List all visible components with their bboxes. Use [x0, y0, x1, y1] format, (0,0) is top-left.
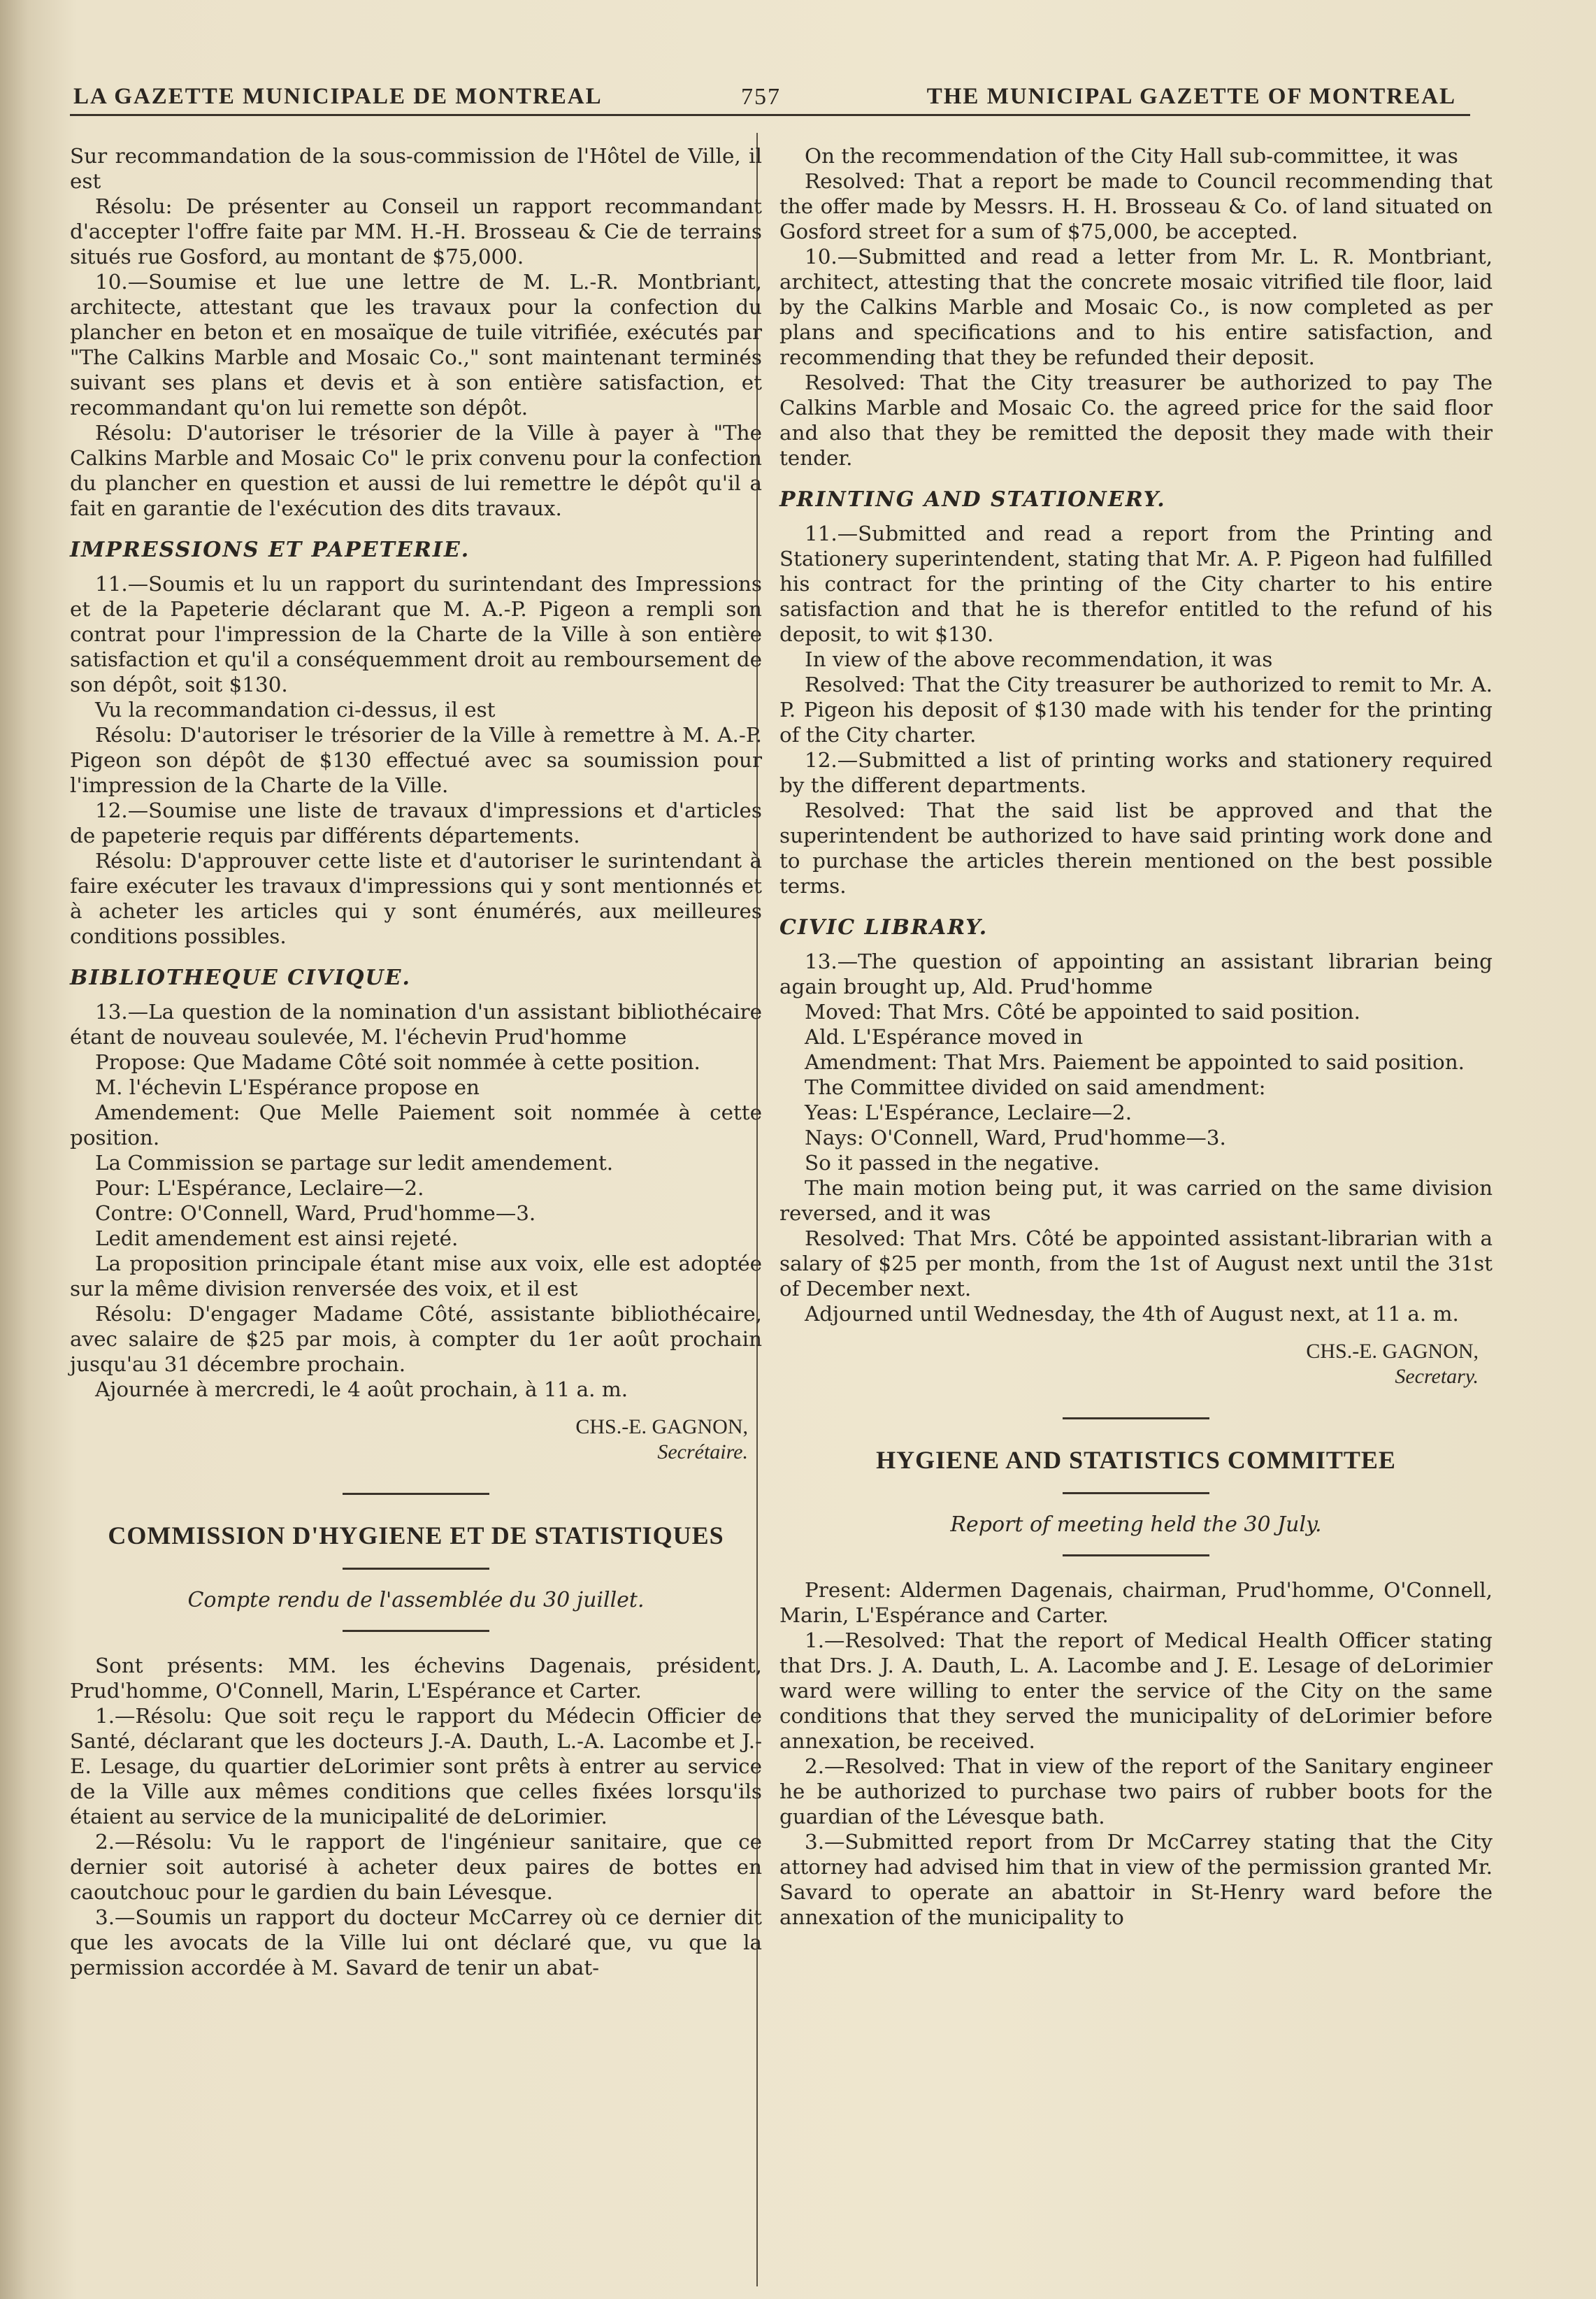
- section-heading-impressions: IMPRESSIONS ET PAPETERIE.: [70, 538, 470, 562]
- signature-block: [70, 1415, 748, 1465]
- header-english-title: THE MUNICIPAL GAZETTE OF MONTREAL: [926, 84, 1456, 109]
- paragraph: Yeas: L'Espérance, Leclaire—2.: [805, 1101, 1133, 1124]
- section-heading-bibliotheque: BIBLIOTHEQUE CIVIQUE.: [70, 966, 411, 990]
- subtitle-rule: [343, 1630, 489, 1632]
- page-number: 757: [741, 84, 781, 110]
- english-block-b: [779, 521, 1493, 898]
- signature-name: CHS.-E. GAGNON,: [1306, 1340, 1479, 1363]
- paragraph: Résolu: D'autoriser le trésorier de la Ville à payer à "The Calkins Marble and Mosaic Co" le prix convenu pour la confection du plancher en question et aussi de lui remettre le dépôt qu'il a fait en garantie de l'exécution des dits travaux.: [70, 421, 762, 520]
- committee-subtitle: Compte rendu de l'assemblée du 30 juillet.: [187, 1588, 645, 1612]
- english-block-d: [779, 1577, 1493, 1930]
- paragraph: Nays: O'Connell, Ward, Prud'homme—3.: [805, 1126, 1226, 1150]
- paragraph: 3.—Soumis un rapport du docteur McCarrey où ce dernier dit que les avocats de la Ville lui ont déclaré que, vu que la permission accordée à M. Savard de tenir un abat-: [70, 1905, 762, 1979]
- paragraph: 3.—Submitted report from Dr McCarrey stating that the City attorney had advised him that in view of the permission granted Mr. Savard to operate an abattoir in St-Henry ward before the annexation of the municipality to: [779, 1830, 1493, 1929]
- paragraph: Sur recommandation de la sous-commission de l'Hôtel de Ville, il est: [70, 144, 762, 193]
- signature-role: Secretary.: [1395, 1365, 1479, 1388]
- paragraph: 13.—La question de la nomination d'un assistant bibliothécaire étant de nouveau soulevée, M. l'échevin Prud'homme: [70, 1000, 762, 1049]
- french-block-d: [70, 1653, 762, 1980]
- paragraph: Present: Aldermen Dagenais, chairman, Prud'homme, O'Connell, Marin, L'Espérance and Carter.: [779, 1578, 1493, 1627]
- paragraph: The main motion being put, it was carried on the same division reversed, and it was: [779, 1176, 1493, 1225]
- paragraph: 1.—Résolu: Que soit reçu le rapport du Médecin Officier de Santé, déclarant que les docteurs J.-A. Dauth, L.-A. Lacombe et J.-E. Lesage, du quartier deLorimier sont prêts à entrer au service de la Ville aux mêmes conditions que celles fixées lorsqu'ils étaient au service de la municipalité de deLorimier.: [70, 1704, 762, 1828]
- paragraph: La proposition principale étant mise aux voix, elle est adoptée sur la même division renversée des voix, et il est: [70, 1252, 762, 1301]
- paragraph: Vu la recommandation ci-dessus, il est: [95, 698, 496, 722]
- committee-subtitle: Report of meeting held the 30 July.: [950, 1512, 1322, 1537]
- paragraph: Résolu: D'engager Madame Côté, assistante bibliothécaire, avec salaire de $25 par mois, à compter du 1er août prochain jusqu'au 31 décembre prochain.: [70, 1302, 762, 1376]
- signature-role: Secrétaire.: [657, 1440, 748, 1463]
- signature-name: CHS.-E. GAGNON,: [575, 1415, 748, 1438]
- section-heading-printing: PRINTING AND STATIONERY.: [779, 487, 1166, 512]
- paragraph: 12.—Submitted a list of printing works and stationery required by the different departments.: [779, 748, 1493, 797]
- paragraph: 10.—Submitted and read a letter from Mr. L. R. Montbriant, architect, attesting that the concrete mosaic vitrified tile floor, laid by the Calkins Marble and Mosaic Co., is now completed as per plans and specifications and to his entire satisfaction, and recommending that they be refunded their deposit.: [779, 245, 1493, 369]
- header-rule: [70, 114, 1470, 116]
- paragraph: Resolved: That the City treasurer be authorized to remit to Mr. A. P. Pigeon his deposit of $130 made with his tender for the printing of the City charter.: [779, 673, 1493, 747]
- paragraph: Resolved: That the said list be approved and that the superintendent be authorized to have said printing work done and to purchase the articles therein mentioned on the best possible terms.: [779, 798, 1493, 898]
- paragraph: Ald. L'Espérance moved in: [805, 1025, 1084, 1049]
- paragraph: 12.—Soumise une liste de travaux d'impressions et d'articles de papeterie requis par différents départements.: [70, 798, 762, 847]
- section-rule: [343, 1493, 489, 1495]
- paragraph: Sont présents: MM. les échevins Dagenais, président, Prud'homme, O'Connell, Marin, L'Espérance et Carter.: [70, 1654, 762, 1703]
- paragraph: Résolu: D'approuver cette liste et d'autoriser le surintendant à faire exécuter les travaux d'impressions qui y sont mentionnés et à acheter les articles qui y sont énumérés, aux meilleures conditions possibles.: [70, 849, 762, 948]
- paragraph: 10.—Soumise et lue une lettre de M. L.-R. Montbriant, architecte, attestant que les travaux pour la confection du plancher en beton et en mosaïque de tuile vitrifiée, exécutés par "The Calkins Marble and Mosaic Co.," sont maintenant terminés suivant ses plans et devis et à son entière satisfaction, et recommandant qu'on lui remette son dépôt.: [70, 270, 762, 420]
- paragraph: Ajournée à mercredi, le 4 août prochain, à 11 a. m.: [95, 1377, 628, 1401]
- french-block-a: [70, 143, 762, 521]
- french-block-c: [70, 999, 762, 1402]
- paragraph: 11.—Submitted and read a report from the Printing and Stationery superintendent, stating that Mr. A. P. Pigeon had fulfilled his contract for the printing of the City charter to his entire satisfaction and that he is therefor entitled to the refund of his deposit, to wit $130.: [779, 522, 1493, 646]
- section-heading-library: CIVIC LIBRARY.: [779, 915, 988, 940]
- english-column: [779, 143, 1493, 1930]
- paragraph: Contre: O'Connell, Ward, Prud'homme—3.: [95, 1201, 536, 1225]
- committee-title: HYGIENE AND STATISTICS COMMITTEE: [876, 1446, 1396, 1474]
- paragraph: 2.—Resolved: That in view of the report of the Sanitary engineer he be authorized to purchase two pairs of rubber boots for the guardian of the Lévesque bath.: [779, 1754, 1493, 1828]
- paragraph: M. l'échevin L'Espérance propose en: [95, 1075, 480, 1099]
- paragraph: So it passed in the negative.: [805, 1151, 1100, 1175]
- paragraph: La Commission se partage sur ledit amendement.: [95, 1151, 614, 1175]
- paragraph: On the recommendation of the City Hall sub-committee, it was: [805, 144, 1458, 168]
- english-block-a: [779, 143, 1493, 471]
- section-rule: [1063, 1417, 1209, 1419]
- paragraph: Résolu: D'autoriser le trésorier de la Ville à remettre à M. A.-P. Pigeon son dépôt de $130 effectué avec sa soumission pour l'impression de la Charte de la Ville.: [70, 723, 762, 797]
- header-french-title: LA GAZETTE MUNICIPALE DE MONTREAL: [73, 84, 603, 109]
- paragraph: 13.—The question of appointing an assistant librarian being again brought up, Ald. Prud'homme: [779, 950, 1493, 998]
- paragraph: Ledit amendement est ainsi rejeté.: [95, 1226, 459, 1250]
- french-block-b: [70, 571, 762, 949]
- signature-block: [779, 1339, 1479, 1389]
- english-block-c: [779, 949, 1493, 1326]
- title-rule: [343, 1568, 489, 1570]
- committee-title: COMMISSION D'HYGIENE ET DE STATISTIQUES: [108, 1521, 724, 1549]
- paragraph: Pour: L'Espérance, Leclaire—2.: [95, 1176, 424, 1200]
- paragraph: 1.—Resolved: That the report of Medical Health Officer stating that Drs. J. A. Dauth, L. A. Lacombe and J. E. Lesage of deLorimier ward were willing to enter the service of the City on the same conditions that they served the municipality of deLorimier before annexation, be received.: [779, 1628, 1493, 1753]
- paragraph: The Committee divided on said amendment:: [805, 1075, 1266, 1099]
- paragraph: Adjourned until Wednesday, the 4th of August next, at 11 a. m.: [805, 1302, 1459, 1326]
- paragraph: Resolved: That the City treasurer be authorized to pay The Calkins Marble and Mosaic Co. the agreed price for the said floor and also that they be remitted the deposit they made with their tender.: [779, 371, 1493, 470]
- paragraph: In view of the above recommendation, it was: [805, 647, 1273, 671]
- subtitle-rule: [1063, 1554, 1209, 1556]
- paragraph: Resolved: That a report be made to Council recommending that the offer made by Messrs. H. H. Brosseau & Co. of land situated on Gosford street for a sum of $75,000, be accepted.: [779, 169, 1493, 243]
- paragraph: Amendement: Que Melle Paiement soit nommée à cette position.: [70, 1101, 762, 1150]
- title-rule: [1063, 1492, 1209, 1494]
- french-column: [70, 143, 762, 1980]
- paragraph: Amendment: That Mrs. Paiement be appointed to said position.: [805, 1050, 1465, 1074]
- paragraph: Moved: That Mrs. Côté be appointed to said position.: [805, 1000, 1360, 1024]
- paragraph: 11.—Soumis et lu un rapport du surintendant des Impressions et de la Papeterie déclarant que M. A.-P. Pigeon a rempli son contrat pour l'impression de la Charte de la Ville à son entière satisfaction et qu'il a conséquemment droit au remboursement de son dépôt, soit $130.: [70, 572, 762, 696]
- paragraph: Propose: Que Madame Côté soit nommée à cette position.: [95, 1050, 700, 1074]
- paragraph: 2.—Résolu: Vu le rapport de l'ingénieur sanitaire, que ce dernier soit autorisé à acheter deux paires de bottes en caoutchouc pour le gardien du bain Lévesque.: [70, 1830, 762, 1904]
- paragraph: Resolved: That Mrs. Côté be appointed assistant-librarian with a salary of $25 per month, from the 1st of August next until the 31st of December next.: [779, 1226, 1493, 1301]
- paragraph: Résolu: De présenter au Conseil un rapport recommandant d'accepter l'offre faite par MM. H.-H. Brosseau & Cie de terrains situés rue Gosford, au montant de $75,000.: [70, 194, 762, 268]
